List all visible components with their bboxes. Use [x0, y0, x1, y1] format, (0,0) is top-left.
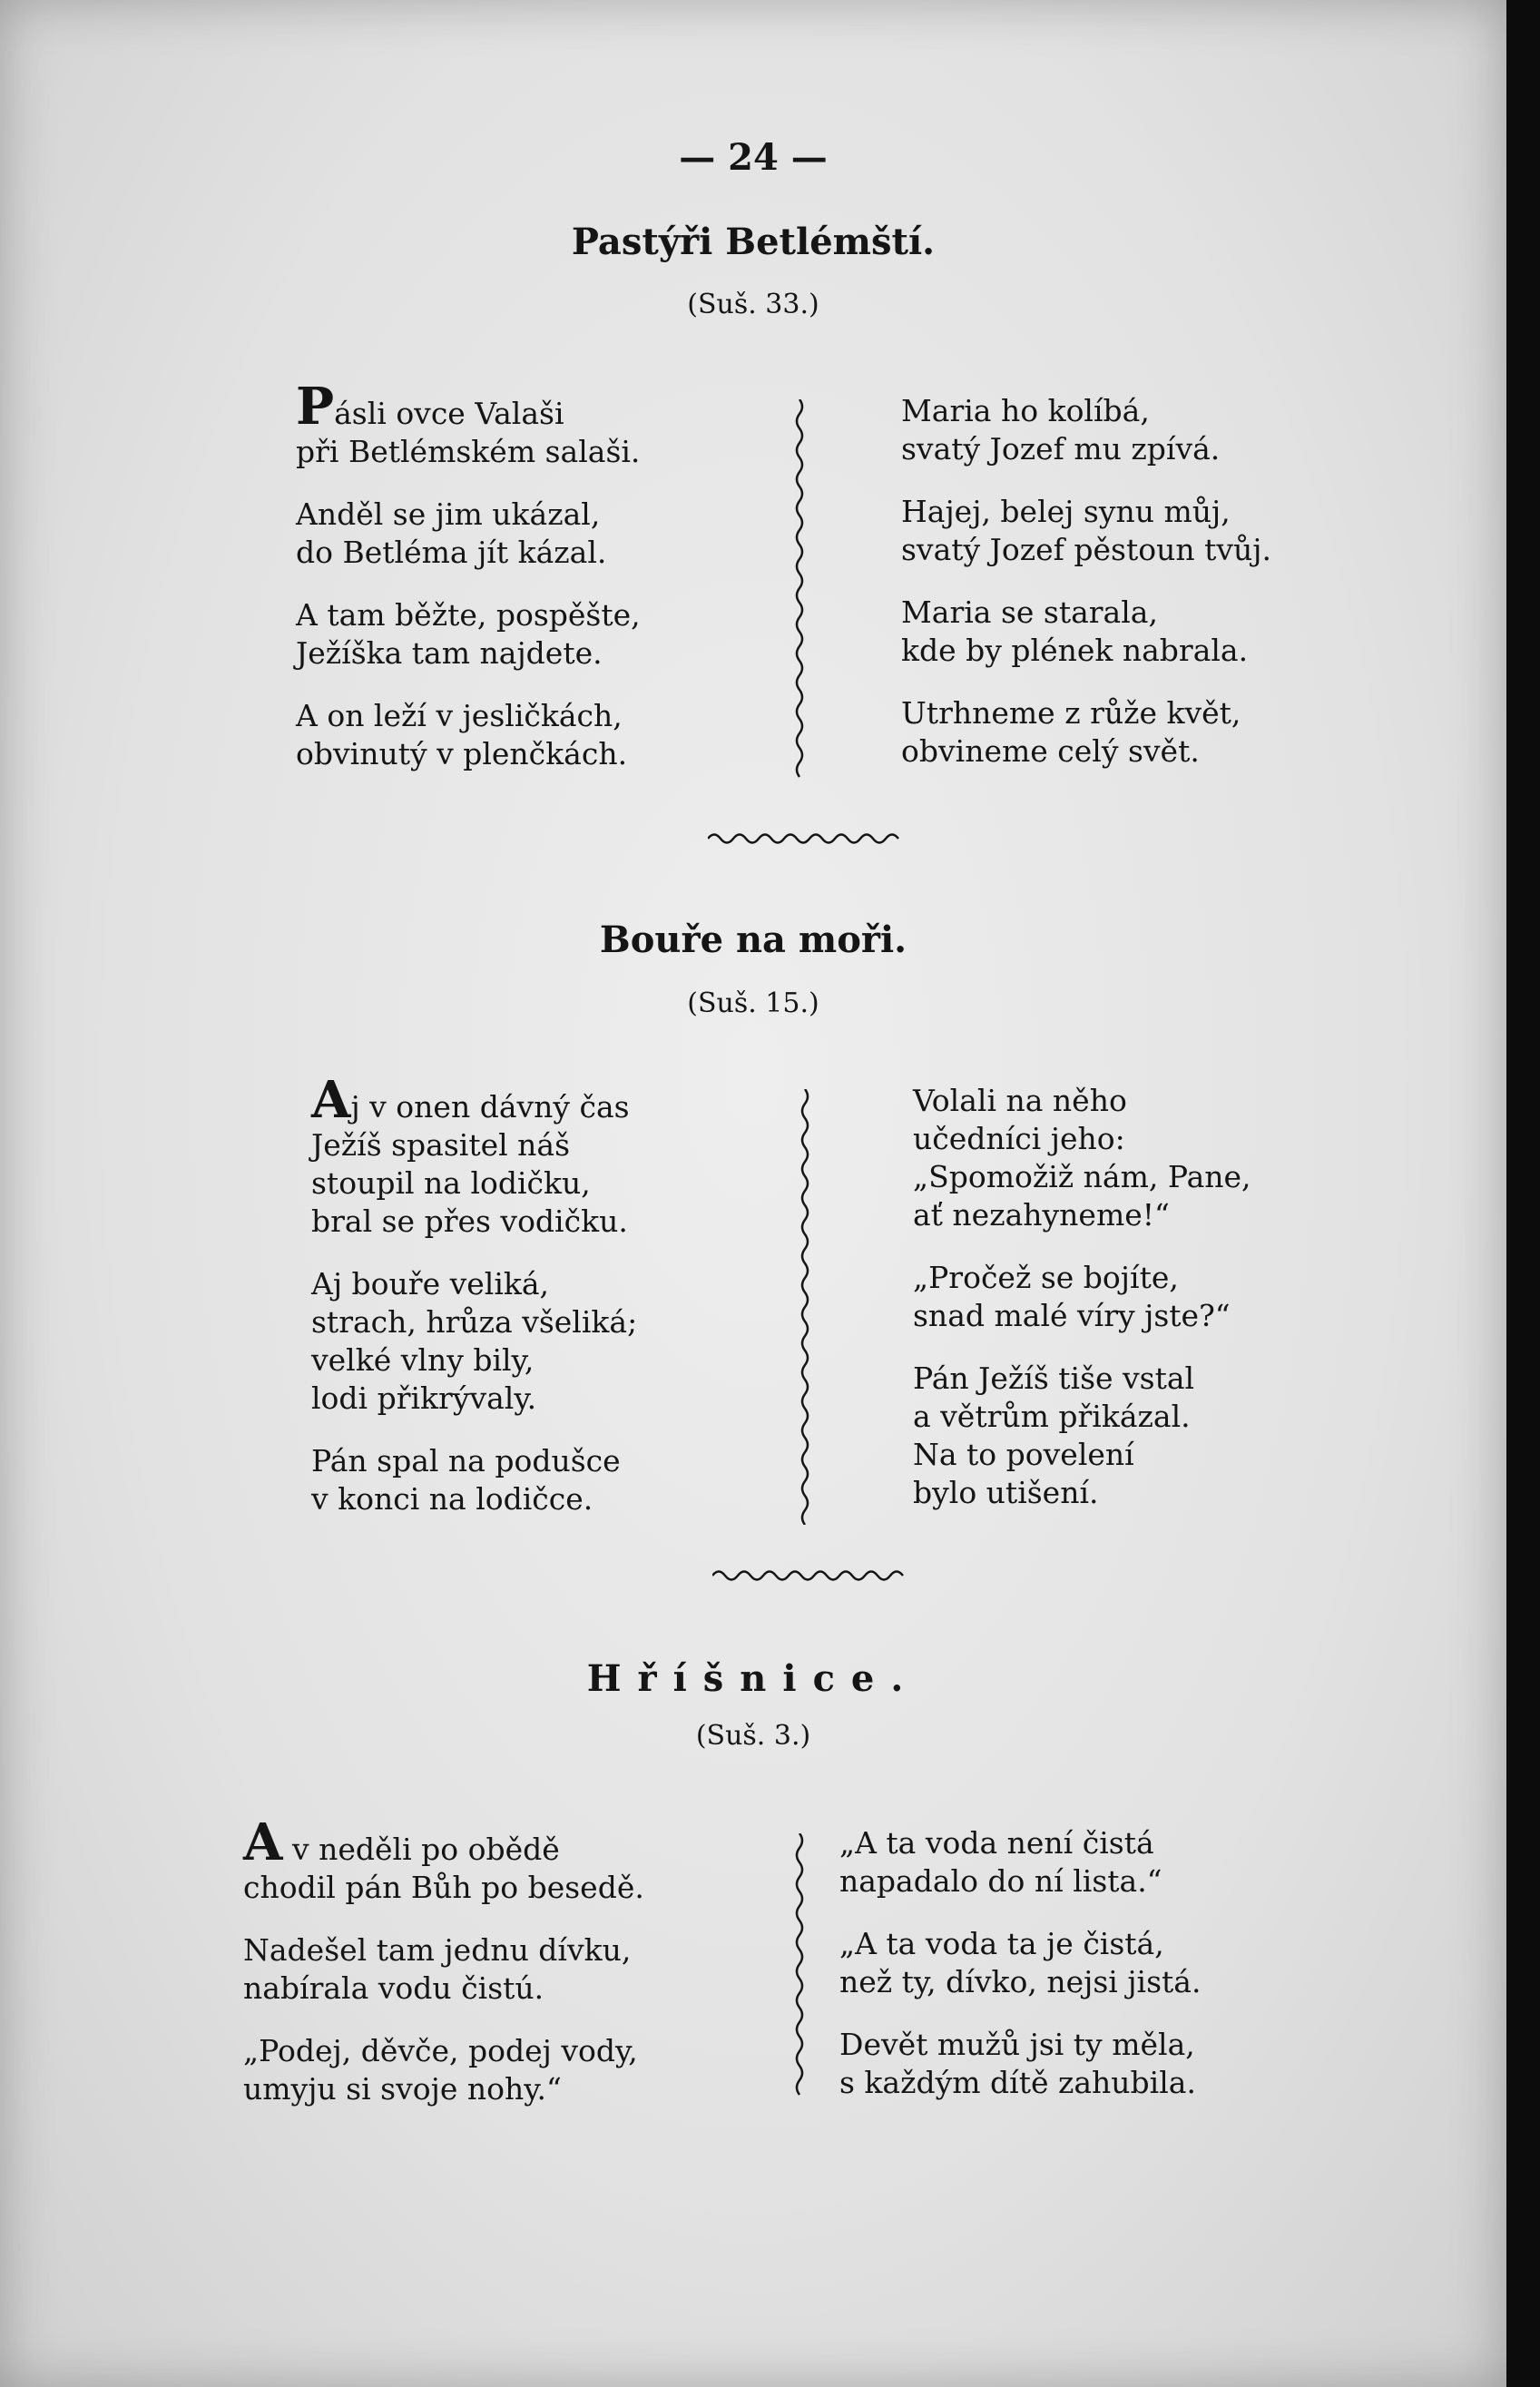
verse-line: Devět mužů jsi ty měla,: [839, 2027, 1195, 2062]
verse-line: v konci na lodičce.: [311, 1481, 593, 1517]
song-title: Pastýři Betlémští.: [571, 221, 936, 263]
verse-line: strach, hrůza všeliká;: [311, 1304, 638, 1340]
verse-line: Maria se starala,: [901, 594, 1158, 630]
page-number: — 24 —: [679, 136, 828, 179]
verse-line: velké vlny bily,: [311, 1342, 535, 1378]
scan-edge: [1506, 0, 1540, 2387]
verse-line: svatý Jozef mu zpívá.: [901, 431, 1221, 467]
song-right-column: [913, 1082, 1251, 1512]
verse-line: do Betléma jít kázal.: [296, 535, 607, 570]
stanza: [901, 392, 1271, 468]
column-divider: [799, 1089, 806, 1525]
drop-cap: A: [243, 1812, 283, 1872]
verse-line: Anděl se jim ukázal,: [296, 496, 601, 532]
stanza: [913, 1360, 1251, 1512]
verse-line: bral se přes vodičku.: [311, 1203, 628, 1239]
verse-line: obvineme celý svět.: [901, 733, 1200, 769]
stanza: [839, 2026, 1201, 2102]
verse-line: „A ta voda není čistá: [839, 1825, 1154, 1861]
song-source: (Suš. 3.): [695, 1720, 811, 1752]
column-divider: [793, 399, 800, 781]
song-source: (Suš. 33.): [687, 289, 819, 320]
verse-line: „A ta voda ta je čistá,: [839, 1926, 1164, 1961]
verse-line: než ty, dívko, nejsi jistá.: [839, 1964, 1202, 1999]
verse-line: Pán spal na podušce: [311, 1443, 621, 1478]
stanza: [296, 697, 641, 773]
stanza: [839, 1824, 1201, 1901]
verse-line: ať nezahyneme!“: [913, 1197, 1170, 1233]
verse-line: kde by plének nabrala.: [901, 633, 1249, 668]
stanza: [296, 377, 641, 471]
stanza: [913, 1082, 1251, 1234]
verse-line: Na to povelení: [913, 1437, 1134, 1472]
verse-line: Aj bouře veliká,: [311, 1266, 550, 1302]
verse-line: chodil pán Bůh po besedě.: [243, 1870, 644, 1905]
verse-line: „Pročež se bojíte,: [913, 1260, 1179, 1295]
drop-cap: P: [296, 377, 335, 437]
verse-line: Hajej, belej synu můj,: [901, 494, 1231, 529]
verse-line: a větrům přikázal.: [913, 1399, 1191, 1434]
stanza: [839, 1925, 1201, 2001]
verse-line: A tam běžte, pospěšte,: [296, 597, 641, 633]
verse-line: obvinutý v plenčkách.: [296, 736, 628, 771]
stanza: [296, 496, 641, 572]
verse-line: Ježíška tam najdete.: [296, 635, 603, 671]
verse-line: nabírala vodu čistú.: [243, 1970, 544, 2006]
verse-line: napadalo do ní lista.“: [839, 1863, 1162, 1899]
verse-line: Aj v onen dávný čas: [311, 1070, 630, 1130]
verse-line: učedníci jeho:: [913, 1121, 1125, 1156]
stanza: [243, 1812, 644, 1907]
stanza: [901, 694, 1271, 771]
verse-line: snad malé víry jste?“: [913, 1298, 1231, 1333]
verse-line: Maria ho kolíbá,: [901, 393, 1150, 428]
song-left-column: [311, 1070, 638, 1518]
stanza: [901, 493, 1271, 569]
verse-line: s každým dítě zahubila.: [839, 2065, 1196, 2100]
drop-cap: A: [311, 1070, 351, 1130]
stanza: [901, 594, 1271, 670]
verse-line: při Betlémském salaši.: [296, 434, 641, 469]
verse-line: A v neděli po obědě: [243, 1812, 560, 1872]
wavy-ornament: [712, 1567, 912, 1587]
verse-line: „Podej, děvče, podej vody,: [243, 2033, 638, 2068]
stanza: [311, 1070, 637, 1241]
stanza: [311, 1265, 637, 1418]
verse-line: stoupil na lodičku,: [311, 1165, 591, 1201]
wavy-ornament: [708, 830, 907, 850]
song-left-column: [243, 1812, 644, 2108]
song-title: Bouře na moři.: [599, 918, 907, 961]
column-divider: [793, 1833, 800, 2106]
verse-line: lodi přikrývaly.: [311, 1380, 537, 1416]
song-source: (Suš. 15.): [687, 987, 819, 1019]
song-title: Hříšnice.: [586, 1657, 920, 1700]
stanza: [243, 2032, 644, 2108]
verse-line: Nadešel tam jednu dívku,: [243, 1932, 632, 1968]
verse-line: Ježíš spasitel náš: [311, 1127, 571, 1163]
verse-line: svatý Jozef pěstoun tvůj.: [901, 532, 1271, 567]
verse-line: A on leží v jesličkách,: [296, 698, 623, 733]
verse-line: bylo utišení.: [913, 1475, 1099, 1510]
verse-line: Utrhneme z růže květ,: [901, 695, 1241, 731]
verse-line: „Spomožiž nám, Pane,: [913, 1159, 1251, 1194]
verse-line: umyju si svoje nohy.“: [243, 2071, 562, 2107]
stanza: [913, 1259, 1251, 1335]
song-left-column: [296, 377, 641, 773]
verse-line: Volali na něho: [913, 1083, 1127, 1118]
verse-line: Pán Ježíš tiše vstal: [913, 1360, 1195, 1396]
song-right-column: [901, 392, 1271, 771]
verse-line: Pásli ovce Valaši: [296, 377, 564, 437]
stanza: [296, 596, 641, 673]
stanza: [243, 1931, 644, 2008]
stanza: [311, 1442, 637, 1518]
song-right-column: [839, 1824, 1201, 2102]
